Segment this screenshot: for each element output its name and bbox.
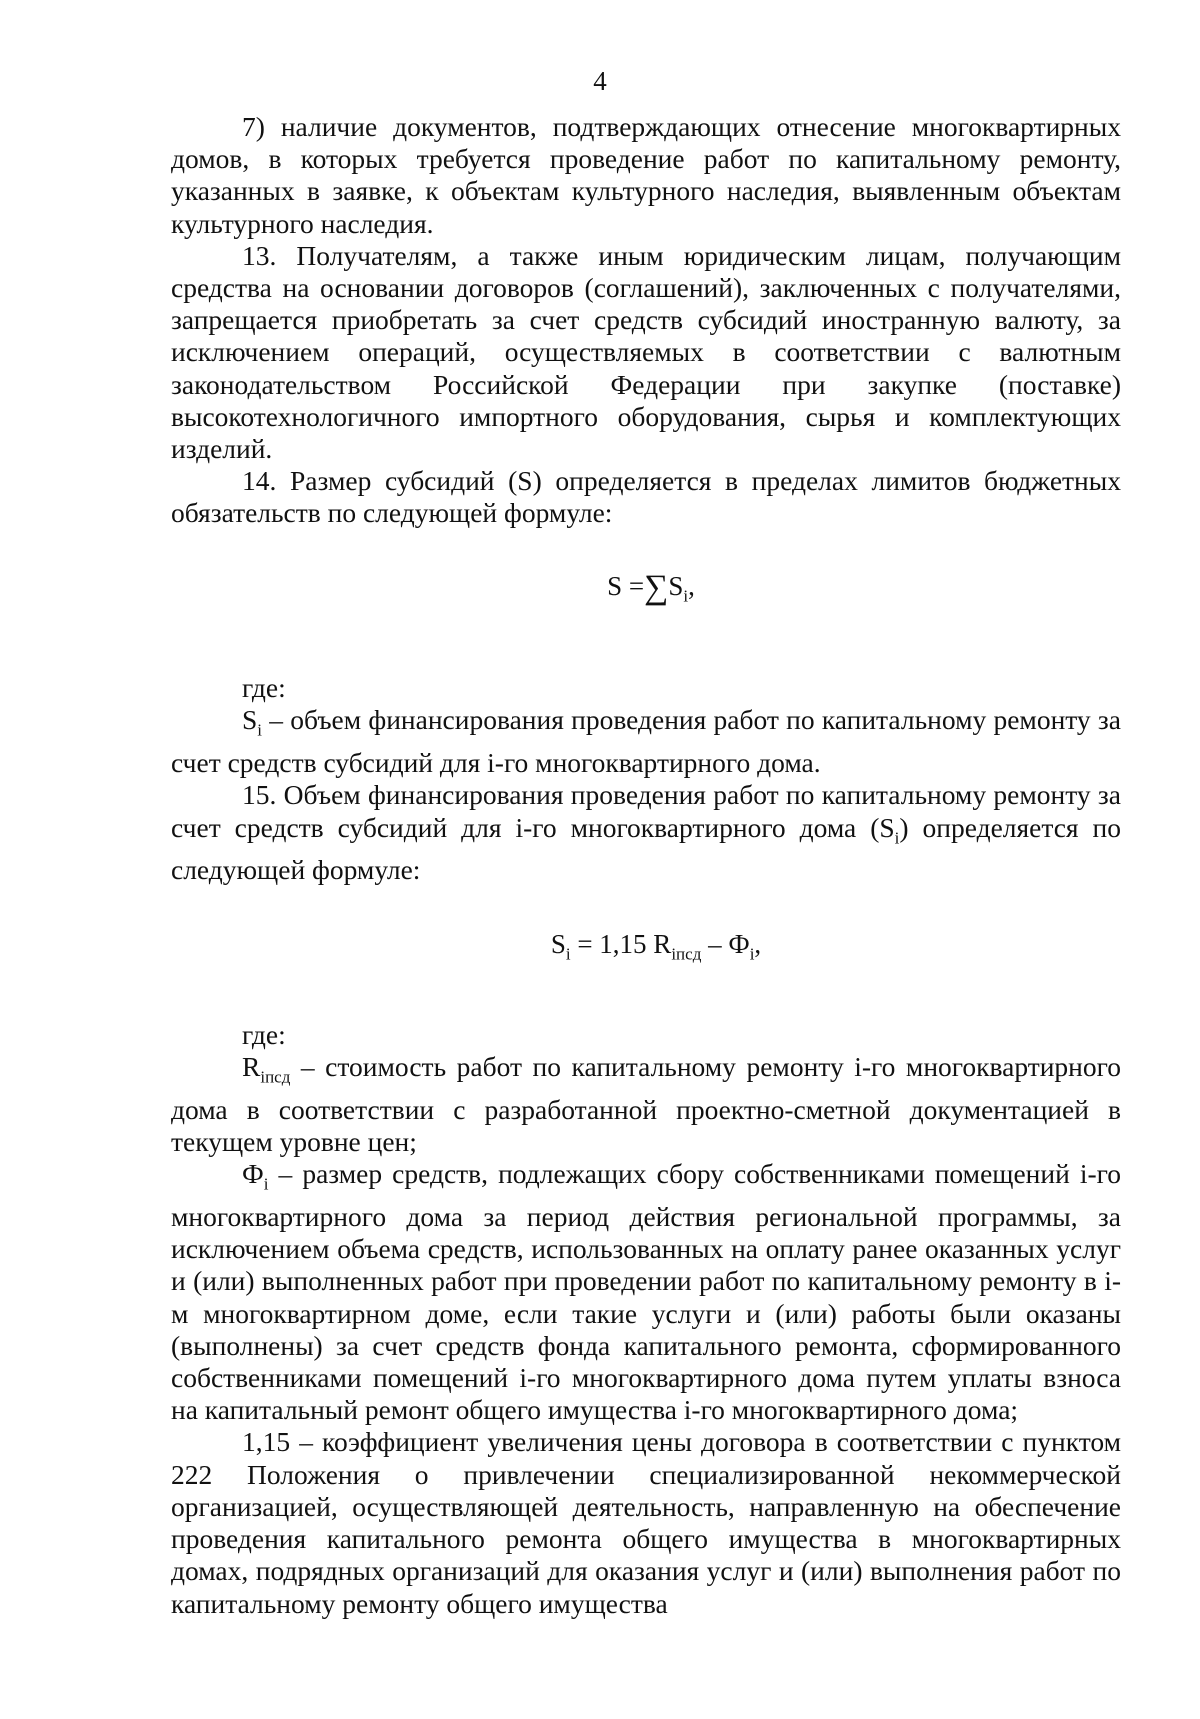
formula-sum-rhs-sub: i bbox=[683, 586, 689, 606]
formula-si bbox=[171, 928, 1121, 971]
definition-r-symbol: R bbox=[242, 1051, 261, 1083]
item-15-tail: ) определяется по следующей формуле: bbox=[171, 811, 1121, 886]
formula-sum-tail: , bbox=[688, 570, 695, 601]
page-number: 4 bbox=[593, 66, 607, 96]
definition-si-symbol-sub: i bbox=[257, 720, 263, 740]
definition-r-symbol-sub: iпсд bbox=[260, 1067, 291, 1087]
formula-si-tail: , bbox=[754, 929, 762, 960]
formula-si-r-sub: iпсд bbox=[671, 944, 702, 964]
definition-r-text: – стоимость работ по капитальному ремонту i-го многоквартирного дома в соответствии с разработанной проектно-сметной документацией в текущем уровне цен; bbox=[171, 1051, 1121, 1158]
sigma-symbol: ∑ bbox=[644, 568, 669, 606]
formula-si-s: S bbox=[550, 929, 566, 960]
definition-coefficient: 1,15 – коэффициент увеличения цены договора в соответствии с пунктом 222 Положения о привлечении специализированной некоммерческой организацией, осуществляющей деятельность, направленную на обеспечение проведения капитального ремонта общего имущества в многоквартирных домах, подрядных организаций для оказания услуг и (или) выполнения работ по капитальному ремонту общего имущества bbox=[171, 1426, 1121, 1619]
definition-si-symbol: S bbox=[242, 704, 258, 736]
where-label-1: где: bbox=[242, 672, 286, 704]
paragraph-item-13: 13. Получателям, а также иным юридическим лицам, получающим средства на основании договоров (соглашений), заключенных с получателями, запрещается приобретать за счет средств субсидий иностранную валюту, за исключением операций, осуществляемых в соответствии с валютным законодательством Российской Федерации при закупке (поставке) высокотехнологичного импортного оборудования, сырья и комплектующих изделий. bbox=[171, 239, 1121, 465]
document-body bbox=[171, 111, 1121, 1620]
formula-si-f-sub: i bbox=[749, 944, 755, 964]
definition-si-text: – объем финансирования проведения работ по капитальному ремонту за счет средств субсидий для i-го многоквартирного дома. bbox=[171, 704, 1121, 779]
where-label-2: где: bbox=[242, 1019, 286, 1051]
paragraph-item-7: 7) наличие документов, подтверждающих отнесение многоквартирных домов, в которых требуется проведение работ по капитальному ремонту, указанных в заявке, к объектам культурного наследия, выявленным объектам культурного наследия. bbox=[171, 111, 1121, 239]
item-15-text: 15. Объем финансирования проведения работ по капитальному ремонту за счет средств субсидий для i-го многоквартирного дома (S bbox=[171, 779, 1121, 843]
formula-sum-lhs: S = bbox=[607, 570, 645, 601]
definition-f-symbol: Ф bbox=[242, 1158, 264, 1190]
formula-sum bbox=[171, 570, 1121, 613]
formula-si-minus: – Ф bbox=[701, 929, 750, 960]
formula-si-middle: = 1,15 R bbox=[570, 929, 672, 960]
definition-f-text: – размер средств, подлежащих сбору собственниками помещений i-го многоквартирного дома за период действия региональной программы, за исключением объема средств, использованных на оплату ранее оказанных услуг и (или) выполненных работ при проведении работ по капитальному ремонту в i-м многоквартирном доме, если такие услуги и (или) работы были оказаны (выполнены) за счет средств фонда капитального ремонта, сформированного собственниками помещений i-го многоквартирного дома путем уплаты взноса на капитальный ремонт общего имущества i-го многоквартирного дома; bbox=[171, 1158, 1121, 1426]
definition-r bbox=[171, 1051, 1121, 1158]
item-15-sub: i bbox=[894, 828, 900, 848]
definition-f-symbol-sub: i bbox=[263, 1174, 269, 1194]
definition-f bbox=[171, 1158, 1121, 1426]
formula-si-s-sub: i bbox=[565, 944, 571, 964]
formula-sum-rhs: S bbox=[668, 570, 684, 601]
paragraph-item-15 bbox=[171, 779, 1121, 886]
paragraph-item-14: 14. Размер субсидий (S) определяется в пределах лимитов бюджетных обязательств по следующей формуле: bbox=[171, 465, 1121, 529]
definition-si bbox=[171, 704, 1121, 779]
